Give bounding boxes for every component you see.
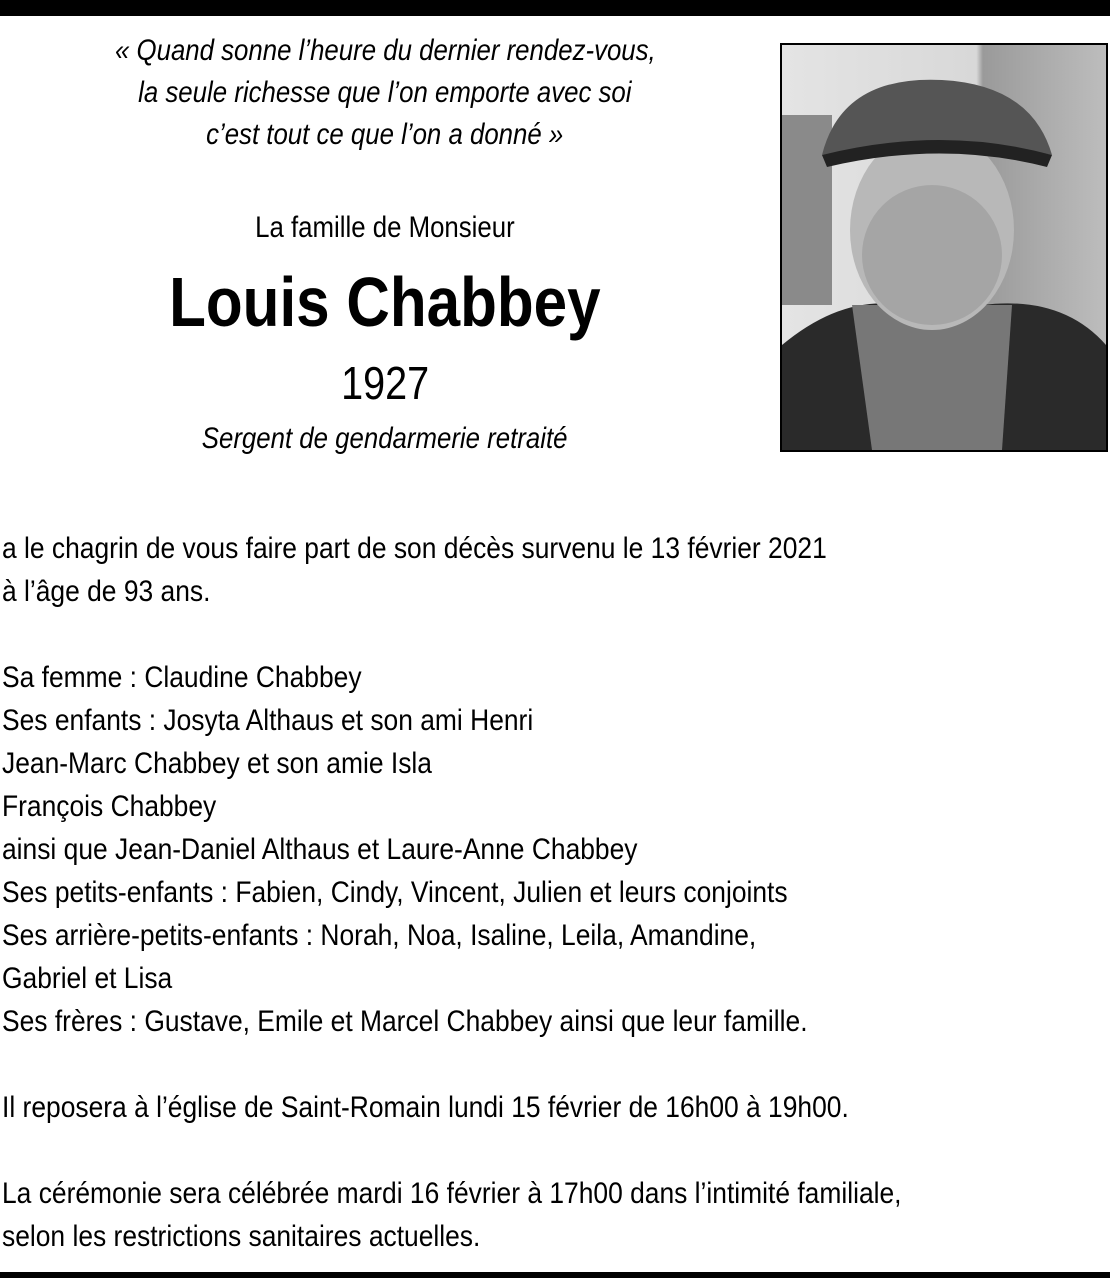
quote: [0, 30, 770, 156]
announcement-line: a le chagrin de vous faire part de son décès survenu le 13 février 2021: [2, 532, 827, 565]
top-border: [0, 0, 1110, 16]
ceremony-line: La cérémonie sera célébrée mardi 16 février à 17h00 dans l’intimité familiale,: [2, 1177, 902, 1210]
family-line: Gabriel et Lisa: [2, 962, 173, 995]
quote-line: c’est tout ce que l’on a donné »: [206, 118, 564, 151]
family-line: Ses petits-enfants : Fabien, Cindy, Vincent, Julien et leurs conjoints: [2, 876, 788, 909]
family-line: Ses enfants : Josyta Althaus et son ami Henri: [2, 704, 534, 737]
quote-line: « Quand sonne l’heure du dernier rendez-vous,: [114, 34, 656, 67]
ceremony-line: selon les restrictions sanitaires actuelles.: [2, 1220, 481, 1253]
obituary-body: [2, 527, 902, 1258]
announcement-line: à l’âge de 93 ans.: [2, 575, 211, 608]
quote-line: la seule richesse que l’on emporte avec soi: [138, 76, 632, 109]
portrait-photo: [780, 43, 1108, 452]
family-line: Ses arrière-petits-enfants : Norah, Noa, Isaline, Leila, Amandine,: [2, 919, 757, 952]
deceased-name: Louis Chabbey: [169, 263, 601, 341]
family-list: [2, 656, 902, 1043]
family-line: Sa femme : Claudine Chabbey: [2, 661, 362, 694]
family-line: Ses frères : Gustave, Emile et Marcel Chabbey ainsi que leur famille.: [2, 1005, 808, 1038]
bottom-border: [0, 1272, 1110, 1278]
intro-text: La famille de Monsieur: [255, 211, 515, 244]
occupation: Sergent de gendarmerie retraité: [202, 422, 568, 455]
family-line: ainsi que Jean-Daniel Althaus et Laure-Anne Chabbey: [2, 833, 638, 866]
family-line: François Chabbey: [2, 790, 217, 823]
family-line: Jean-Marc Chabbey et son amie Isla: [2, 747, 432, 780]
vigil-info: Il reposera à l’église de Saint-Romain lundi 15 février de 16h00 à 19h00.: [2, 1091, 849, 1124]
birth-year: 1927: [340, 357, 430, 409]
